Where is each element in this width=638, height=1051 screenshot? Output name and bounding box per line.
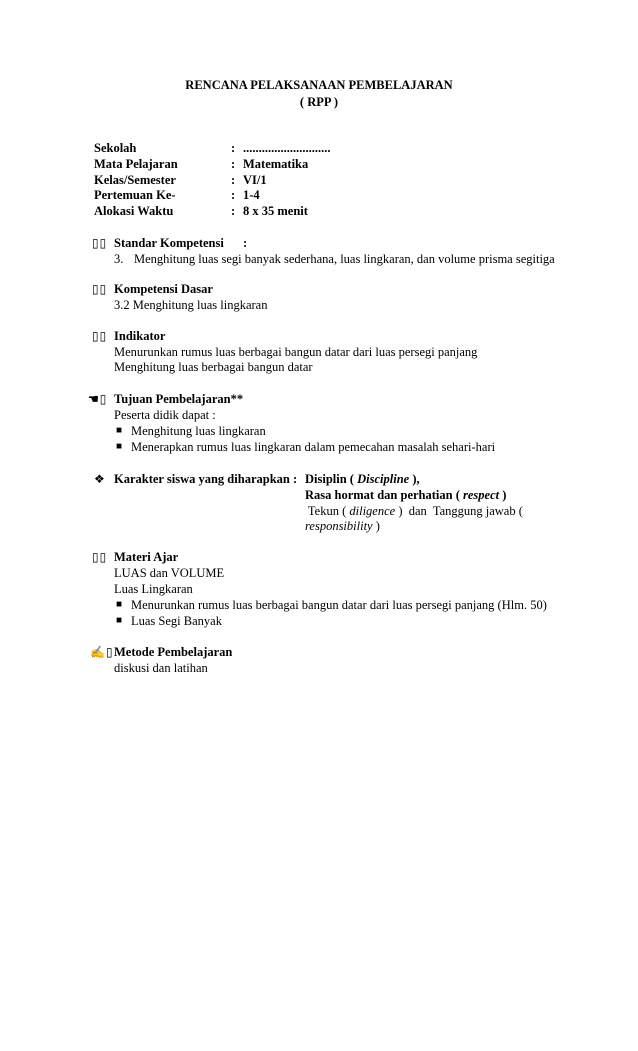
info-label-pertemuan: Pertemuan Ke- [94, 188, 176, 202]
square-bullet-icon: ■ [116, 599, 123, 610]
standar-heading: Standar Kompetensi [114, 236, 224, 250]
box-icon: ▯▯ [92, 550, 108, 564]
document-subtitle: ( RPP ) [299, 95, 339, 109]
metode-text: diskusi dan latihan [114, 661, 208, 675]
standar-item-text: Menghitung luas segi banyak sederhana, luas lingkaran, dan volume prisma segitiga [134, 252, 555, 266]
materi-line: LUAS dan VOLUME [114, 566, 225, 580]
tujuan-heading: Tujuan Pembelajaran** [114, 392, 244, 406]
tujuan-item: Menghitung luas lingkaran [131, 424, 266, 438]
info-label-sekolah: Sekolah [94, 141, 137, 155]
standar-item-number: 3. [114, 252, 124, 266]
info-colon: : [231, 141, 236, 155]
box-icon: ▯▯ [92, 329, 108, 343]
tujuan-item: Menerapkan rumus luas lingkaran dalam pemecahan masalah sehari-hari [131, 440, 496, 454]
info-colon: : [231, 173, 236, 187]
karakter-line-1: Disiplin ( Discipline ), [305, 472, 420, 486]
box-icon: ▯▯ [92, 282, 108, 296]
materi-heading: Materi Ajar [114, 550, 179, 564]
indikator-heading: Indikator [114, 329, 166, 343]
karakter-heading: Karakter siswa yang diharapkan : [114, 472, 298, 486]
info-value-sekolah: ............................ [243, 141, 331, 155]
tujuan-intro: Peserta didik dapat : [114, 408, 216, 422]
standar-colon: : [243, 236, 248, 250]
document-title: RENCANA PELAKSANAAN PEMBELAJARAN [185, 78, 453, 92]
info-colon: : [231, 157, 236, 171]
writing-hand-icon: ✍▯ [90, 645, 114, 659]
materi-item: Menurunkan rumus luas berbagai bangun datar dari luas persegi panjang (Hlm. 50) [131, 598, 547, 612]
indikator-line: Menurunkan rumus luas berbagai bangun datar dari luas persegi panjang [114, 345, 478, 359]
info-value-pertemuan: 1-4 [243, 188, 260, 202]
materi-item: Luas Segi Banyak [131, 614, 222, 628]
materi-line: Luas Lingkaran [114, 582, 193, 596]
square-bullet-icon: ■ [116, 441, 123, 452]
karakter-line-2: Rasa hormat dan perhatian ( respect ) [305, 488, 507, 502]
kompetensi-heading: Kompetensi Dasar [114, 282, 213, 296]
karakter-line-4: responsibility ) [305, 519, 380, 533]
karakter-line-3: Tekun ( diligence ) dan Tanggung jawab ( [305, 504, 523, 518]
metode-heading: Metode Pembelajaran [114, 645, 233, 659]
kompetensi-text: 3.2 Menghitung luas lingkaran [114, 298, 268, 312]
square-bullet-icon: ■ [116, 615, 123, 626]
diamond-bullet-icon: ❖ [94, 472, 105, 486]
box-icon: ▯▯ [92, 236, 108, 250]
info-label-kelas-semester: Kelas/Semester [94, 173, 176, 187]
indikator-line: Menghitung luas berbagai bangun datar [114, 360, 313, 374]
info-colon: : [231, 188, 236, 202]
info-value-mata-pelajaran: Matematika [243, 157, 309, 171]
pointing-hand-icon: ☚▯ [88, 392, 108, 406]
info-label-mata-pelajaran: Mata Pelajaran [94, 157, 178, 171]
info-colon: : [231, 204, 236, 218]
info-label-alokasi-waktu: Alokasi Waktu [94, 204, 174, 218]
info-value-kelas-semester: VI/1 [243, 173, 267, 187]
info-value-alokasi-waktu: 8 x 35 menit [243, 204, 308, 218]
square-bullet-icon: ■ [116, 425, 123, 436]
